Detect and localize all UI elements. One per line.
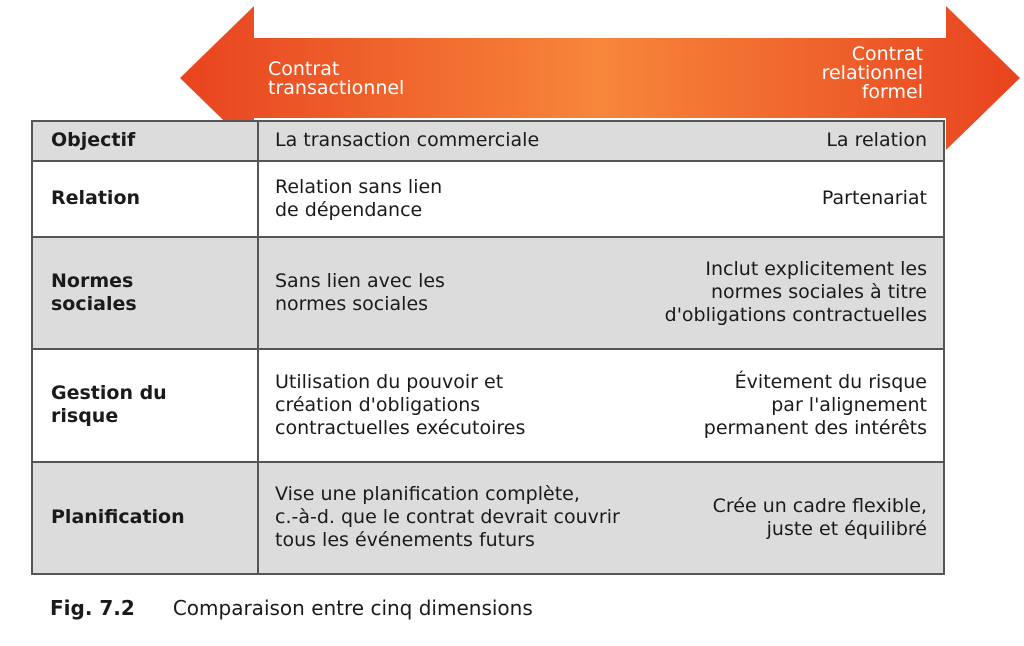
transactional-text: Utilisation du pouvoir et création d'obligations contractuelles exécutoires [275,370,526,439]
comparison-cell [258,462,944,574]
row-label: Planification [51,506,185,529]
table-row [32,121,944,161]
row-label: Gestion du risque [51,382,167,428]
row-label-cell [32,121,258,161]
transactional-text: Sans lien avec les normes sociales [275,269,445,315]
table-row [32,237,944,349]
row-label-cell [32,462,258,574]
table-row [32,161,944,237]
figure-number: Fig. 7.2 [50,596,135,620]
row-label: Normes sociales [51,269,137,315]
relational-text: Partenariat [821,187,927,210]
relational-text: Crée un cadre flexible, juste et équilibré [712,494,927,540]
table-row [32,349,944,461]
row-label-cell [32,161,258,237]
row-label-cell [32,237,258,349]
arrow-label-relational: Contrat relationnel formel [821,43,923,103]
comparison-cell [258,237,944,349]
relational-text: Inclut explicitement les normes sociales à titre d'obligations contractuelles [664,258,927,327]
table-row [32,462,944,574]
relational-text: La relation [826,129,927,152]
comparison-table [31,120,945,575]
relational-text: Évitement du risque par l'alignement permanent des intérêts [703,370,927,439]
comparison-cell [258,121,944,161]
arrow-label-transactional: Contrat transactionnel [268,58,405,99]
row-label: Relation [51,187,141,210]
transactional-text: La transaction commerciale [275,129,540,152]
figure-caption-text: Comparaison entre cinq dimensions [172,596,533,620]
comparison-cell [258,161,944,237]
row-label-cell [32,349,258,461]
transactional-text: Relation sans lien de dépendance [275,175,443,221]
row-label: Objectif [51,129,136,152]
figure-caption [50,596,533,620]
comparison-cell [258,349,944,461]
transactional-text: Vise une planification complète, c.-à-d. que le contrat devrait couvrir tous les événements futurs [275,483,620,552]
